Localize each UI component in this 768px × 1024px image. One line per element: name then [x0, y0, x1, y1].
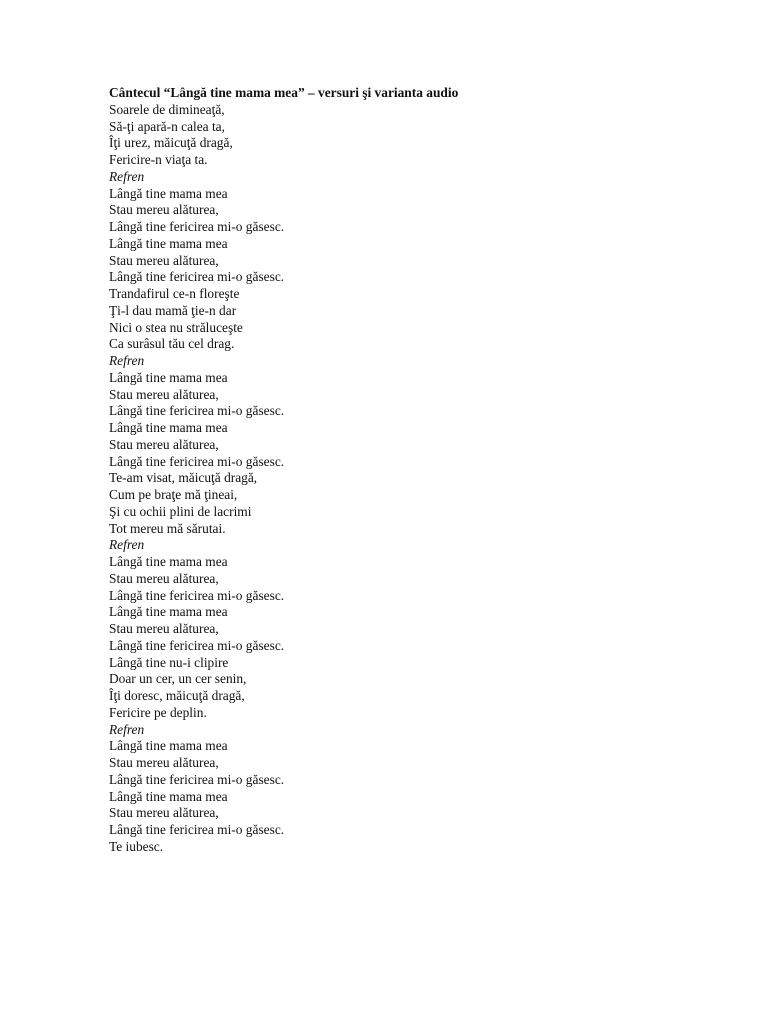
lyric-line: Fericire-n viaţa ta.: [109, 152, 208, 167]
lyric-line: Nici o stea nu străluceşte: [109, 319, 243, 335]
lyric-line: Lângă tine fericirea mi-o găsesc.: [109, 453, 285, 469]
lyric-line: Stau mereu alăturea,: [109, 755, 219, 770]
lyric-line: Stau mereu alăturea,: [109, 621, 219, 636]
lyric-line: Doar un cer, un cer senin,: [109, 671, 247, 687]
song-text: [109, 85, 669, 856]
lyric-line: Stau mereu alăturea,: [109, 202, 219, 218]
refrain-label: Refren: [109, 721, 145, 737]
lyric-line: Lângă tine fericirea mi-o găsesc.: [109, 771, 285, 787]
lyric-line: Lângă tine mama mea: [109, 554, 228, 569]
lyric-line: Stau mereu alăturea,: [109, 805, 219, 821]
lyric-line: Stau mereu alăturea,: [109, 570, 219, 586]
lyric-line: Lângă tine fericirea mi-o găsesc.: [109, 587, 285, 603]
lyric-line: Lângă tine mama mea: [109, 420, 228, 435]
page-title: Cântecul “Lângă tine mama mea” – versuri şi varianta audio: [109, 85, 459, 100]
lyric-line: Stau mereu alăturea,: [109, 252, 219, 268]
lyric-line: Lângă tine mama mea: [109, 738, 228, 754]
refrain-label: Refren: [109, 353, 145, 368]
lyric-line: Lângă tine fericirea mi-o găsesc.: [109, 219, 285, 234]
lyric-line: Să-ţi apară-n calea ta,: [109, 118, 225, 134]
lyric-line: Lângă tine nu-i clipire: [109, 654, 229, 670]
lyric-line: Lângă tine fericirea mi-o găsesc.: [109, 637, 285, 653]
lyric-line: Soarele de dimineaţă,: [109, 101, 225, 117]
lyric-line: Te iubesc.: [109, 838, 164, 854]
lyric-line: Stau mereu alăturea,: [109, 436, 219, 452]
lyric-line: Lângă tine fericirea mi-o găsesc.: [109, 269, 285, 285]
lyric-line: Lângă tine mama mea: [109, 788, 228, 804]
lyric-line: Tot mereu mă sărutai.: [109, 520, 226, 536]
lyric-line: Îţi urez, măicuţă dragă,: [109, 135, 233, 151]
lyric-line: Lângă tine fericirea mi-o găsesc.: [109, 403, 285, 419]
lyric-line: Fericire pe deplin.: [109, 704, 207, 720]
lyric-line: Şi cu ochii plini de lacrimi: [109, 503, 252, 519]
lyric-line: Lângă tine mama mea: [109, 604, 228, 620]
lyric-line: Lângă tine mama mea: [109, 185, 228, 201]
lyric-line: Ca surâsul tău cel drag.: [109, 336, 235, 352]
lyric-line: Trandafirul ce-n floreşte: [109, 286, 240, 301]
lyrics-block: [109, 102, 669, 856]
refrain-label: Refren: [109, 168, 145, 184]
refrain-label: Refren: [109, 537, 145, 553]
lyric-line: Lângă tine fericirea mi-o găsesc.: [109, 822, 285, 837]
lyric-line: Îţi doresc, măicuţă dragă,: [109, 688, 245, 703]
lyric-line: Cum pe braţe mă ţineai,: [109, 487, 238, 502]
lyric-line: Lângă tine mama mea: [109, 369, 228, 385]
lyric-line: Lângă tine mama mea: [109, 235, 228, 251]
lyric-line: Ţi-l dau mamă ţie-n dar: [109, 302, 237, 318]
lyric-line: Te-am visat, măicuţă dragă,: [109, 470, 258, 486]
lyric-line: Stau mereu alăturea,: [109, 386, 219, 402]
